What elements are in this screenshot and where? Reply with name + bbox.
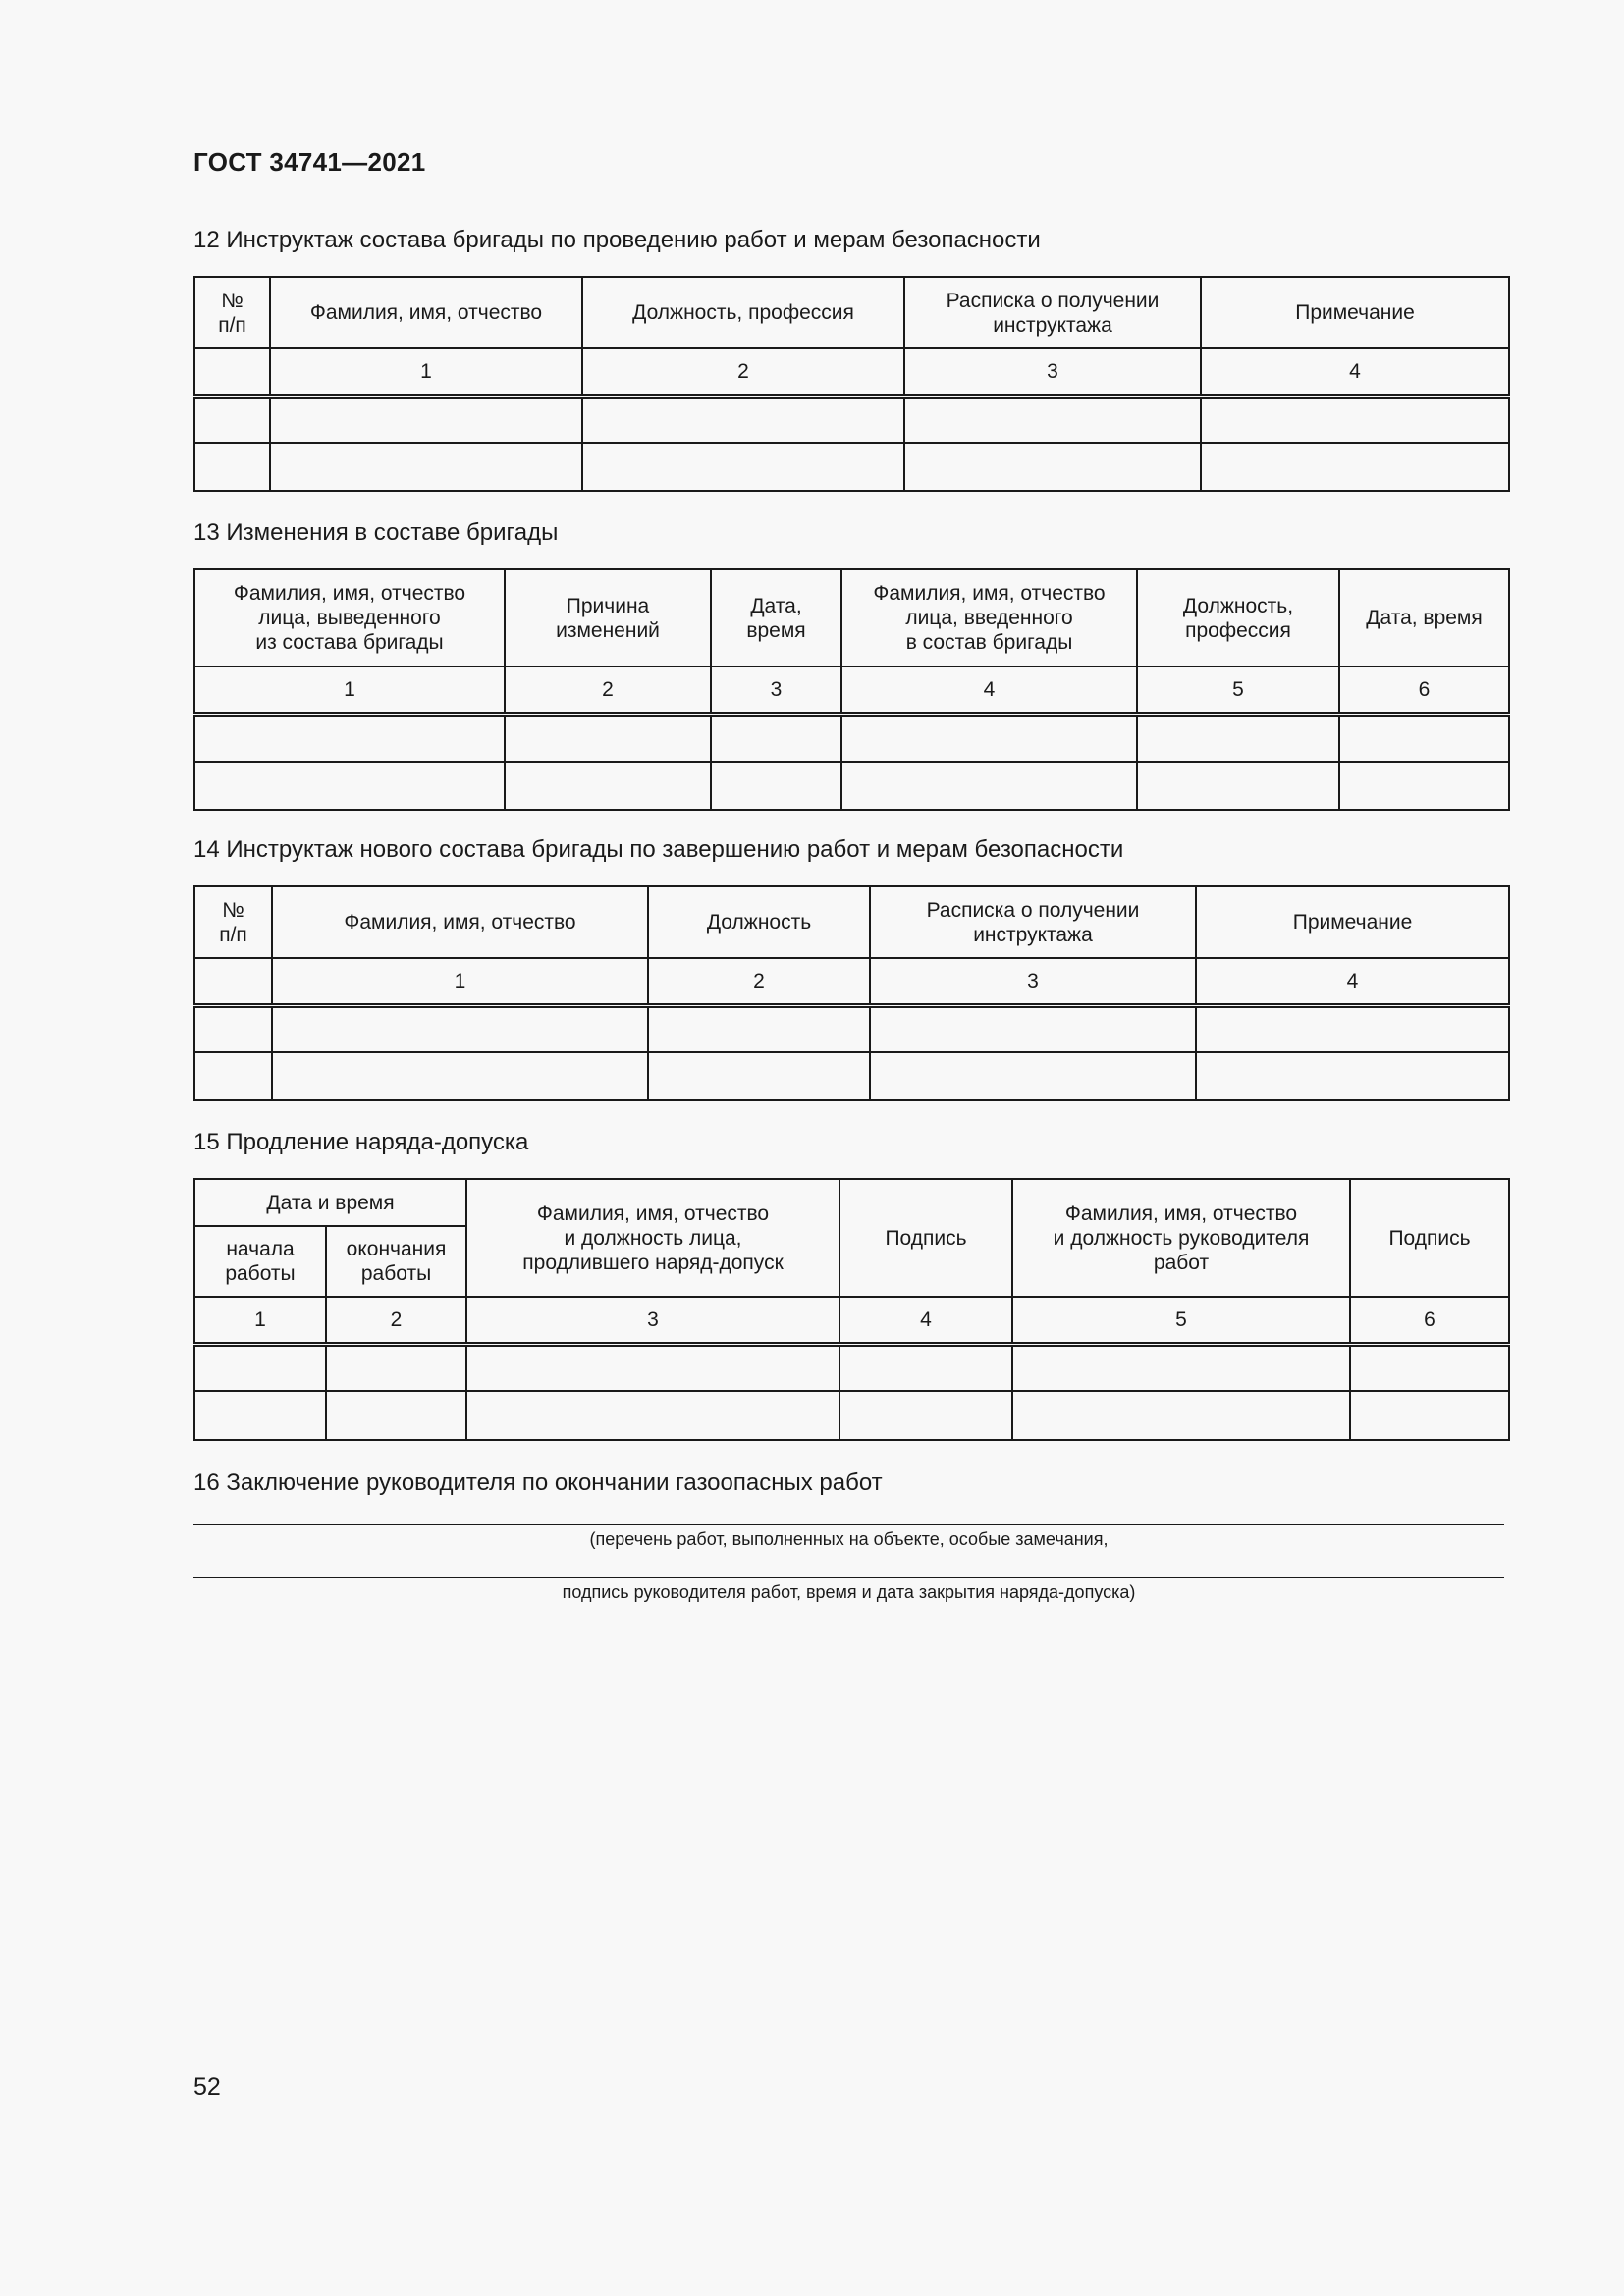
empty-cell[interactable]: [326, 1344, 466, 1391]
empty-cell[interactable]: [582, 396, 904, 443]
empty-cell[interactable]: [1196, 1052, 1509, 1100]
header-cell: Должность: [648, 886, 870, 958]
column-number: 4: [841, 667, 1137, 714]
table-row: [194, 714, 1509, 762]
empty-cell[interactable]: [1350, 1344, 1509, 1391]
column-number: 2: [505, 667, 711, 714]
empty-cell[interactable]: [1339, 714, 1509, 762]
empty-cell[interactable]: [505, 762, 711, 810]
header-cell: Фамилия, имя, отчество: [270, 277, 582, 348]
column-number: 2: [648, 958, 870, 1005]
header-cell: Подпись: [1350, 1179, 1509, 1297]
empty-cell[interactable]: [1137, 762, 1339, 810]
header-cell: Фамилия, имя, отчество: [272, 886, 648, 958]
header-cell: Должность, профессия: [582, 277, 904, 348]
header-cell: Расписка о получении инструктажа: [904, 277, 1201, 348]
column-number: 1: [194, 667, 505, 714]
column-number: 2: [582, 348, 904, 396]
empty-cell[interactable]: [1012, 1344, 1350, 1391]
table-row: [194, 1005, 1509, 1052]
column-number: 3: [870, 958, 1196, 1005]
column-number: 3: [904, 348, 1201, 396]
column-number: 1: [194, 1297, 326, 1344]
empty-cell[interactable]: [648, 1005, 870, 1052]
header-cell: Должность, профессия: [1137, 569, 1339, 667]
section-14-title: 14 Инструктаж нового состава бригады по завершению работ и мерам безопасности: [193, 836, 1124, 863]
header-cell: Расписка о получении инструктажа: [870, 886, 1196, 958]
empty-cell[interactable]: [466, 1391, 839, 1440]
table-row: [194, 1391, 1509, 1440]
empty-cell[interactable]: [839, 1344, 1012, 1391]
empty-cell[interactable]: [505, 714, 711, 762]
crew-changes-table: [193, 568, 1510, 811]
permit-extension-table: [193, 1178, 1510, 1441]
column-number: 1: [272, 958, 648, 1005]
empty-cell[interactable]: [1350, 1391, 1509, 1440]
header-cell: Фамилия, имя, отчество лица, введенного в состав бригады: [841, 569, 1137, 667]
table-row: [194, 1344, 1509, 1391]
empty-cell[interactable]: [841, 714, 1137, 762]
conclusion-caption: (перечень работ, выполненных на объекте, особые замечания,: [589, 1529, 1109, 1549]
column-number: 4: [1196, 958, 1509, 1005]
empty-cell[interactable]: [1196, 1005, 1509, 1052]
section-13-title: 13 Изменения в составе бригады: [193, 519, 559, 546]
empty-cell[interactable]: [194, 762, 505, 810]
empty-cell[interactable]: [1201, 443, 1509, 491]
header-cell: Причина изменений: [505, 569, 711, 667]
empty-cell[interactable]: [194, 1052, 272, 1100]
empty-cell[interactable]: [870, 1052, 1196, 1100]
table-row: [194, 443, 1509, 491]
header-cell: Примечание: [1196, 886, 1509, 958]
empty-cell[interactable]: [839, 1391, 1012, 1440]
page-number: 52: [193, 2073, 221, 2101]
column-number: 2: [326, 1297, 466, 1344]
empty-cell[interactable]: [194, 443, 270, 491]
empty-cell[interactable]: [870, 1005, 1196, 1052]
empty-cell[interactable]: [270, 443, 582, 491]
empty-cell[interactable]: [194, 1344, 326, 1391]
column-number: 5: [1012, 1297, 1350, 1344]
column-number: 1: [270, 348, 582, 396]
empty-cell[interactable]: [904, 443, 1201, 491]
empty-cell[interactable]: [272, 1052, 648, 1100]
header-cell: № п/п: [194, 277, 270, 348]
column-number: 4: [1201, 348, 1509, 396]
empty-cell[interactable]: [326, 1391, 466, 1440]
date-time-group-header: Дата и время: [194, 1179, 466, 1226]
table-row: [194, 1052, 1509, 1100]
section-16-title: 16 Заключение руководителя по окончании газоопасных работ: [193, 1469, 883, 1496]
column-number: 3: [466, 1297, 839, 1344]
column-number: 6: [1339, 667, 1509, 714]
conclusion-line[interactable]: [193, 1524, 1504, 1525]
empty-cell[interactable]: [648, 1052, 870, 1100]
empty-cell[interactable]: [272, 1005, 648, 1052]
signature-caption: подпись руководителя работ, время и дата закрытия наряда-допуска): [562, 1582, 1136, 1602]
header-cell: начала работы: [194, 1226, 326, 1297]
table-row: [194, 396, 1509, 443]
table-row: [194, 762, 1509, 810]
empty-cell[interactable]: [194, 1005, 272, 1052]
empty-cell[interactable]: [582, 443, 904, 491]
empty-cell[interactable]: [841, 762, 1137, 810]
empty-cell[interactable]: [194, 396, 270, 443]
empty-cell[interactable]: [270, 396, 582, 443]
header-cell: окончания работы: [326, 1226, 466, 1297]
empty-cell[interactable]: [904, 396, 1201, 443]
column-number: 6: [1350, 1297, 1509, 1344]
header-cell: Дата, время: [1339, 569, 1509, 667]
header-cell: Фамилия, имя, отчество и должность руководителя работ: [1012, 1179, 1350, 1297]
empty-cell[interactable]: [1201, 396, 1509, 443]
header-cell: Дата, время: [711, 569, 841, 667]
empty-cell[interactable]: [194, 1391, 326, 1440]
empty-cell[interactable]: [1137, 714, 1339, 762]
header-cell: Подпись: [839, 1179, 1012, 1297]
new-crew-briefing-table: [193, 885, 1510, 1101]
column-number: [194, 958, 272, 1005]
section-12-title: 12 Инструктаж состава бригады по проведению работ и мерам безопасности: [193, 227, 1041, 253]
header-cell: Фамилия, имя, отчество лица, выведенного из состава бригады: [194, 569, 505, 667]
empty-cell[interactable]: [711, 762, 841, 810]
column-number: 5: [1137, 667, 1339, 714]
empty-cell[interactable]: [466, 1344, 839, 1391]
empty-cell[interactable]: [1012, 1391, 1350, 1440]
column-number: 4: [839, 1297, 1012, 1344]
signature-line[interactable]: [193, 1577, 1504, 1578]
empty-cell[interactable]: [1339, 762, 1509, 810]
briefing-table: [193, 276, 1510, 492]
empty-cell[interactable]: [194, 714, 505, 762]
empty-cell[interactable]: [711, 714, 841, 762]
document-code: ГОСТ 34741—2021: [193, 147, 426, 177]
header-cell: Примечание: [1201, 277, 1509, 348]
header-cell: № п/п: [194, 886, 272, 958]
column-number: [194, 348, 270, 396]
header-cell: Фамилия, имя, отчество и должность лица, продлившего наряд-допуск: [466, 1179, 839, 1297]
column-number: 3: [711, 667, 841, 714]
section-15-title: 15 Продление наряда-допуска: [193, 1129, 529, 1155]
